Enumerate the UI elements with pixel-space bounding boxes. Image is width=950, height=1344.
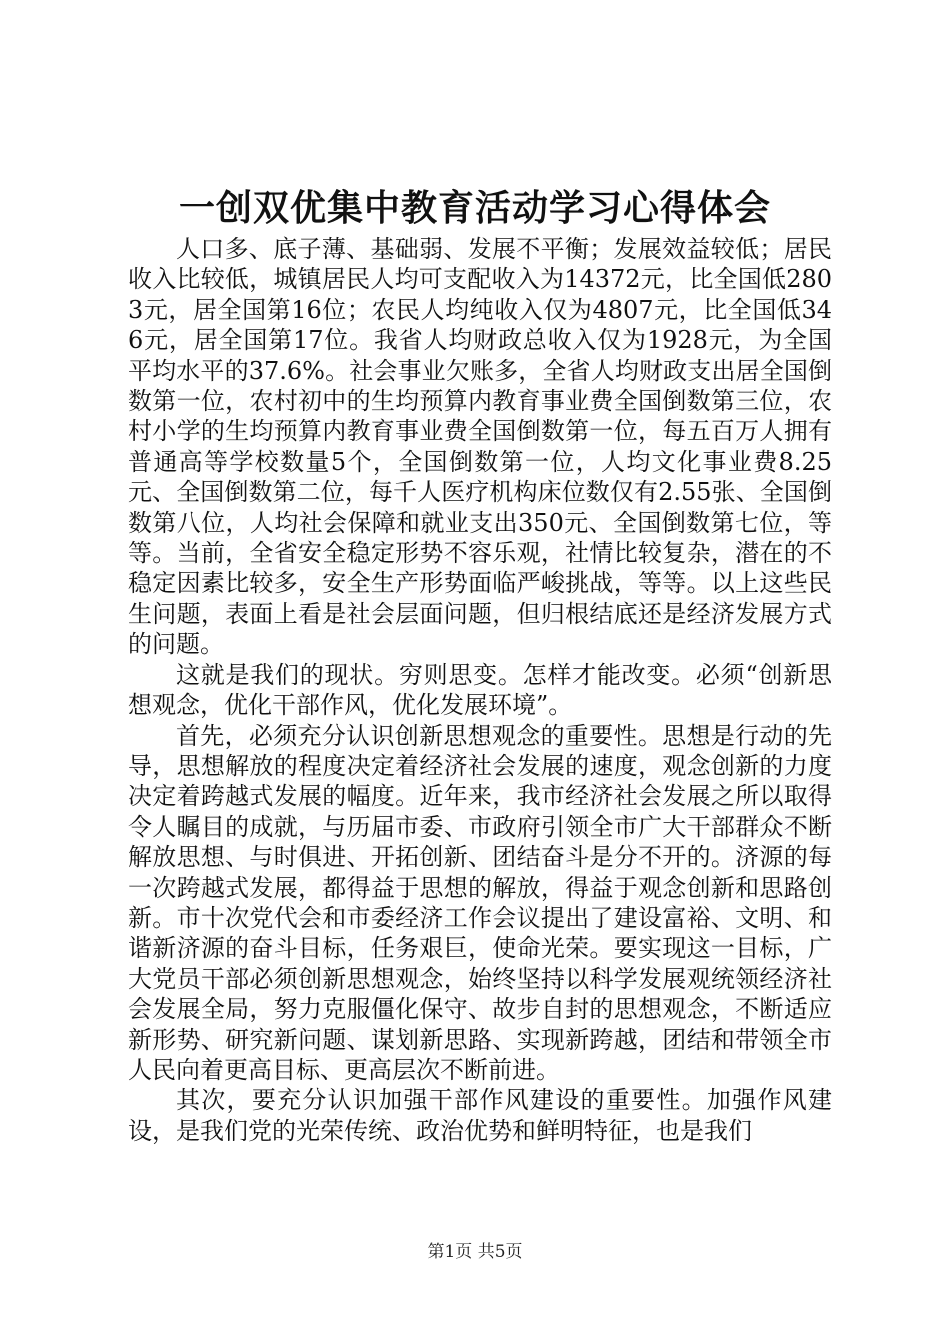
page-number-footer: 第1页 共5页 (427, 1242, 523, 1262)
paragraph-4: 其次，要充分认识加强干部作风建设的重要性。加强作风建设，是我们党的光荣传统、政治优势和鲜明特征，也是我们 (128, 1086, 832, 1145)
document-body (128, 234, 832, 1146)
paragraph-1: 人口多、底子薄、基础弱、发展不平衡；发展效益较低；居民收入比较低，城镇居民人均可支配收入为14372元，比全国低2803元，居全国第16位；农民人均纯收入仅为4807元，比全国低346元，居全国第17位。我省人均财政总收入仅为1928元，为全国平均水平的37.6%。社会事业欠账多，全省人均财政支出居全国倒数第一位，农村初中的生均预算内教育事业费全国倒数第三位，农村小学的生均预算内教育事业费全国倒数第一位，每五百万人拥有普通高等学校数量5个，全国倒数第一位，人均文化事业费8.25元、全国倒数第二位，每千人医疗机构床位数仅有2.55张、全国倒数第八位，人均社会保障和就业支出350元、全国倒数第七位，等等。当前，全省安全稳定形势不容乐观，社情比较复杂，潜在的不稳定因素比较多，安全生产形势面临严峻挑战，等等。以上这些民生问题，表面上看是社会层面问题，但归根结底还是经济发展方式的问题。 (128, 235, 832, 659)
paragraph-2: 这就是我们的现状。穷则思变。怎样才能改变。必须“创新思想观念，优化干部作风，优化发展环境”。 (128, 660, 832, 720)
paragraph-3: 首先，必须充分认识创新思想观念的重要性。思想是行动的先导，思想解放的程度决定着经济社会发展的速度，观念创新的力度决定着跨越式发展的幅度。近年来，我市经济社会发展之所以取得令人瞩目的成就，与历届市委、市政府引领全市广大干部群众不断解放思想、与时俱进、开拓创新、团结奋斗是分不开的。济源的每一次跨越式发展，都得益于思想的解放，得益于观念创新和思路创新。市十次党代会和市委经济工作会议提出了建设富裕、文明、和谐新济源的奋斗目标，任务艰巨，使命光荣。要实现这一目标，广大党员干部必须创新思想观念，始终坚持以科学发展观统领经济社会发展全局，努力克服僵化保守、故步自封的思想观念，不断适应新形势、研究新问题、谋划新思路、实现新跨越，团结和带领全市人民向着更高目标、更高层次不断前进。 (128, 721, 832, 1084)
document-title: 一创双优集中教育活动学习心得体会 (178, 187, 771, 229)
